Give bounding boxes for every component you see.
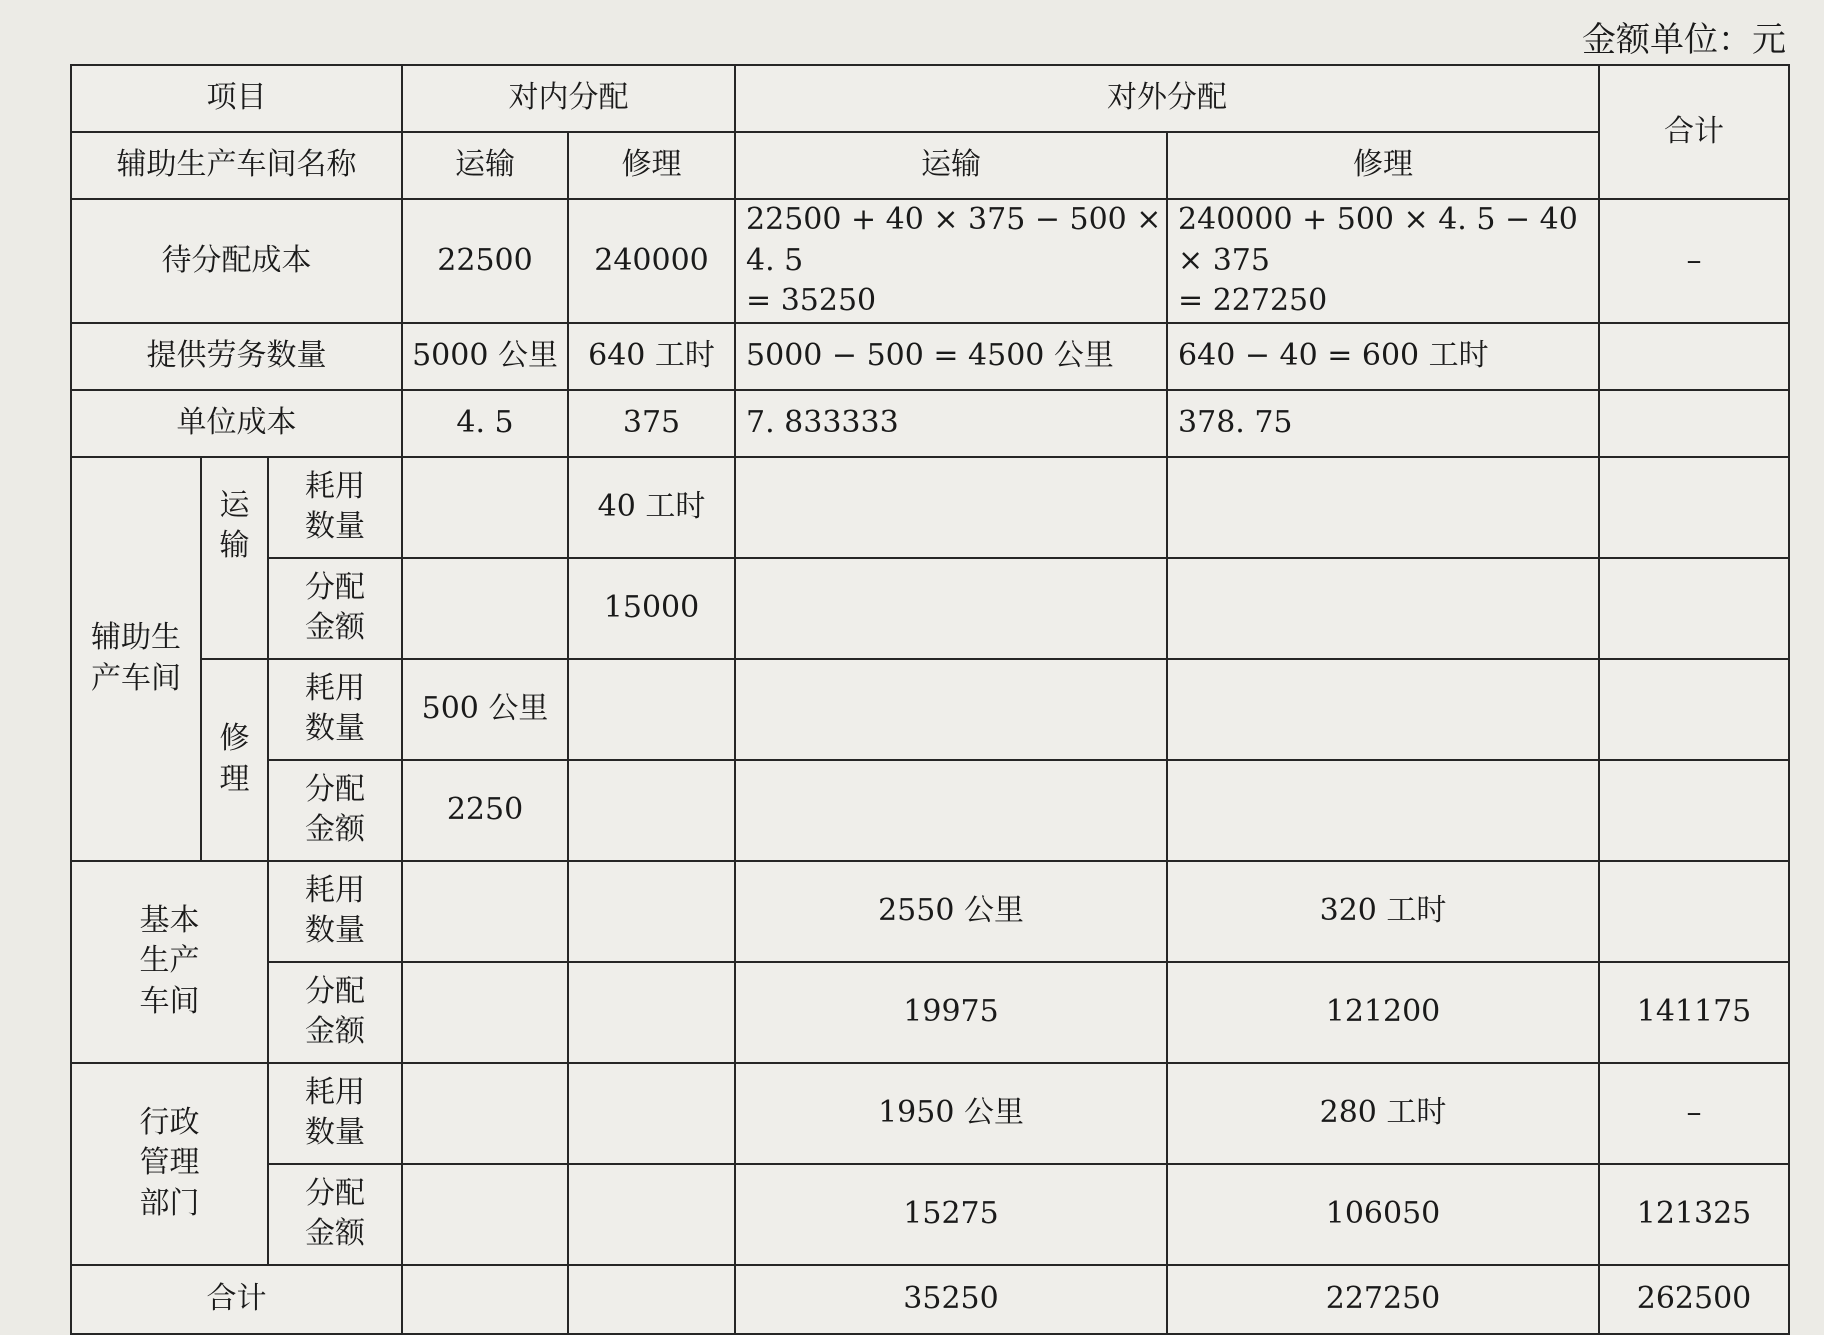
aux-transport-line-1: 运 (219, 487, 250, 523)
basic-qty-int-transport (402, 861, 568, 962)
aux-transport-amt-ext-repair (1167, 558, 1599, 659)
aux-repair-amt-row (71, 760, 1789, 861)
total-int-transport (402, 1265, 568, 1334)
cost-ext-repair-result: = 227250 (1178, 283, 1328, 318)
header-workshop-name: 辅助生产车间名称 (71, 132, 402, 199)
aux-transport-amt-total (1599, 558, 1789, 659)
aux-repair-qty-ext-repair (1167, 659, 1599, 760)
aux-transport-amt-ext-transport (735, 558, 1167, 659)
amt-sub-label-line-2: 金额 (305, 610, 365, 645)
aux-repair-amt-int-transport: 2250 (402, 760, 568, 861)
qty-sub-label-line-2: 数量 (305, 1115, 365, 1150)
aux-repair-qty-ext-transport (735, 659, 1167, 760)
admin-amt-ext-repair: 106050 (1167, 1164, 1599, 1265)
header-row-1 (71, 65, 1789, 132)
aux-repair-amt-ext-repair (1167, 760, 1599, 861)
unit-cost-ext-repair: 378. 75 (1167, 390, 1599, 457)
basic-amt-int-repair (568, 962, 735, 1063)
cost-ext-transport-formula: 22500 + 40 × 375 − 500 × 4. 5 (746, 202, 1162, 278)
amt-sub-label-line-1: 分配 (305, 771, 365, 807)
amt-sub-label-line-2: 金额 (305, 812, 365, 847)
header-external: 对外分配 (735, 65, 1599, 132)
admin-qty-ext-repair: 280 工时 (1167, 1063, 1599, 1164)
cost-ext-repair-formula: 240000 + 500 × 4. 5 − 40 × 375 (1178, 202, 1578, 278)
aux-repair-qty-total (1599, 659, 1789, 760)
aux-transport-amt-row (71, 558, 1789, 659)
admin-qty-total: – (1599, 1063, 1789, 1164)
aux-group-line-1: 辅助生 (91, 620, 181, 655)
qty-row (71, 323, 1789, 390)
aux-repair-label (201, 659, 268, 861)
qty-label: 提供劳务数量 (71, 323, 402, 390)
header-int-repair: 修理 (568, 132, 735, 199)
qty-sub-label (268, 659, 402, 760)
aux-transport-qty-ext-transport (735, 457, 1167, 558)
aux-repair-amt-int-repair (568, 760, 735, 861)
basic-line-1: 基本 (139, 902, 200, 938)
admin-qty-int-transport (402, 1063, 568, 1164)
aux-repair-qty-row (71, 659, 1789, 760)
basic-qty-ext-transport: 2550 公里 (735, 861, 1167, 962)
unit-cost-total (1599, 390, 1789, 457)
basic-amt-ext-transport: 19975 (735, 962, 1167, 1063)
unit-cost-ext-transport: 7. 833333 (735, 390, 1167, 457)
qty-int-repair: 640 工时 (568, 323, 735, 390)
cost-ext-transport-result: = 35250 (746, 283, 877, 318)
aux-transport-qty-total (1599, 457, 1789, 558)
basic-amt-row (71, 962, 1789, 1063)
qty-ext-repair: 640 − 40 = 600 工时 (1167, 323, 1599, 390)
aux-transport-amt-int-transport (402, 558, 568, 659)
admin-amt-row (71, 1164, 1789, 1265)
admin-qty-row (71, 1063, 1789, 1164)
unit-cost-int-transport: 4. 5 (402, 390, 568, 457)
total-ext-repair: 227250 (1167, 1265, 1599, 1334)
basic-workshop-label (71, 861, 268, 1063)
header-ext-transport: 运输 (735, 132, 1167, 199)
unit-cost-row (71, 390, 1789, 457)
aux-repair-line-1: 修 (219, 721, 250, 756)
qty-int-transport: 5000 公里 (402, 323, 568, 390)
total-row (71, 1265, 1789, 1334)
aux-repair-amt-ext-transport (735, 760, 1167, 861)
basic-line-2: 生产 (139, 943, 200, 979)
admin-amt-total: 121325 (1599, 1164, 1789, 1265)
header-internal: 对内分配 (402, 65, 735, 132)
cost-ext-transport (735, 199, 1167, 323)
basic-amt-int-transport (402, 962, 568, 1063)
admin-qty-ext-transport: 1950 公里 (735, 1063, 1167, 1164)
qty-sub-label (268, 1063, 402, 1164)
amt-sub-label (268, 760, 402, 861)
admin-amt-int-transport (402, 1164, 568, 1265)
total-int-repair (568, 1265, 735, 1334)
cost-total: – (1599, 199, 1789, 323)
amt-sub-label-line-1: 分配 (305, 569, 365, 605)
aux-repair-line-2: 理 (219, 761, 250, 797)
qty-sub-label (268, 861, 402, 962)
qty-sub-label-line-1: 耗用 (305, 468, 365, 504)
admin-line-3: 部门 (139, 1185, 200, 1221)
aux-repair-qty-int-repair (568, 659, 735, 760)
qty-total (1599, 323, 1789, 390)
cost-ext-repair (1167, 199, 1599, 323)
qty-sub-label-line-1: 耗用 (305, 1074, 365, 1110)
aux-repair-amt-total (1599, 760, 1789, 861)
aux-transport-line-2: 输 (219, 528, 250, 563)
total-ext-transport: 35250 (735, 1265, 1167, 1334)
aux-workshop-group-label (71, 457, 201, 861)
cost-row (71, 199, 1789, 323)
aux-repair-qty-int-transport: 500 公里 (402, 659, 568, 760)
admin-amt-ext-transport: 15275 (735, 1164, 1167, 1265)
header-total: 合计 (1599, 65, 1789, 199)
aux-transport-qty-int-transport (402, 457, 568, 558)
admin-line-1: 行政 (139, 1104, 200, 1140)
qty-sub-label-line-1: 耗用 (305, 670, 365, 706)
header-ext-repair: 修理 (1167, 132, 1599, 199)
qty-sub-label-line-2: 数量 (305, 509, 365, 544)
qty-sub-label-line-1: 耗用 (305, 872, 365, 908)
amt-sub-label-line-1: 分配 (305, 1175, 365, 1211)
total-grand: 262500 (1599, 1265, 1789, 1334)
header-project: 项目 (71, 65, 402, 132)
header-row-2 (71, 132, 1789, 199)
basic-qty-ext-repair: 320 工时 (1167, 861, 1599, 962)
total-label: 合计 (71, 1265, 402, 1334)
unit-cost-int-repair: 375 (568, 390, 735, 457)
cost-int-repair: 240000 (568, 199, 735, 323)
admin-dept-label (71, 1063, 268, 1265)
admin-line-2: 管理 (139, 1145, 200, 1181)
basic-qty-int-repair (568, 861, 735, 962)
aux-group-line-2: 产车间 (91, 660, 181, 696)
qty-ext-transport: 5000 − 500 = 4500 公里 (735, 323, 1167, 390)
amt-sub-label-line-1: 分配 (305, 973, 365, 1009)
qty-sub-label (268, 457, 402, 558)
cost-label: 待分配成本 (71, 199, 402, 323)
aux-transport-qty-row (71, 457, 1789, 558)
cost-int-transport: 22500 (402, 199, 568, 323)
aux-transport-qty-ext-repair (1167, 457, 1599, 558)
aux-transport-amt-int-repair: 15000 (568, 558, 735, 659)
basic-line-3: 车间 (139, 983, 200, 1019)
aux-transport-label (201, 457, 268, 659)
allocation-table (70, 64, 1790, 1335)
basic-amt-ext-repair: 121200 (1167, 962, 1599, 1063)
admin-amt-int-repair (568, 1164, 735, 1265)
amt-sub-label-line-2: 金额 (305, 1014, 365, 1049)
basic-qty-row (71, 861, 1789, 962)
qty-sub-label-line-2: 数量 (305, 913, 365, 948)
unit-cost-label: 单位成本 (71, 390, 402, 457)
header-int-transport: 运输 (402, 132, 568, 199)
qty-sub-label-line-2: 数量 (305, 711, 365, 746)
basic-amt-total: 141175 (1599, 962, 1789, 1063)
basic-qty-total (1599, 861, 1789, 962)
aux-transport-qty-int-repair: 40 工时 (568, 457, 735, 558)
admin-qty-int-repair (568, 1063, 735, 1164)
amt-sub-label (268, 558, 402, 659)
amount-unit-note: 金额单位：元 (1582, 20, 1786, 60)
amt-sub-label (268, 962, 402, 1063)
amt-sub-label (268, 1164, 402, 1265)
amt-sub-label-line-2: 金额 (305, 1216, 365, 1251)
